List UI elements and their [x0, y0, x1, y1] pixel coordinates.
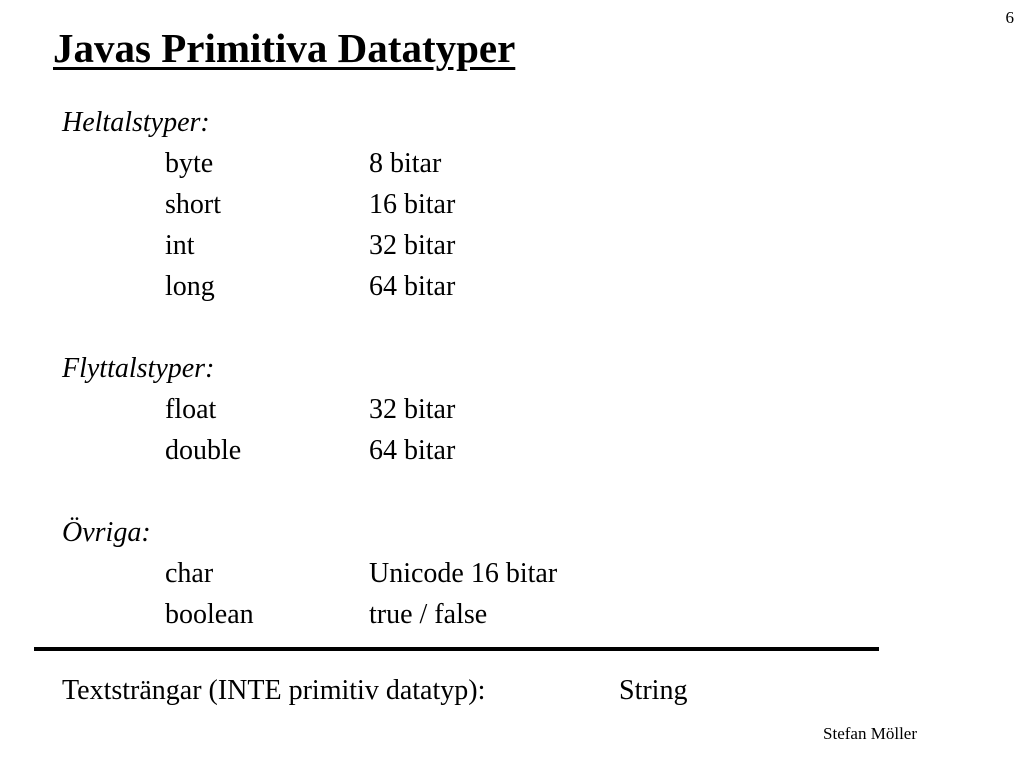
- type-name: short: [165, 189, 221, 220]
- type-name: double: [165, 435, 242, 466]
- section-heading: Flyttalstyper:: [62, 353, 215, 384]
- divider-line: [34, 647, 879, 651]
- type-size: 32 bitar: [369, 230, 456, 261]
- type-size: Unicode 16 bitar: [369, 558, 558, 589]
- type-name: float: [165, 394, 217, 425]
- slide-content: [62, 102, 557, 635]
- section-other-types: [62, 512, 557, 635]
- type-row: [62, 225, 557, 266]
- section-integer-types: [62, 102, 557, 307]
- type-row: [62, 184, 557, 225]
- footer-label: Textsträngar (INTE primitiv datatyp):: [62, 675, 486, 706]
- type-name: int: [165, 230, 195, 261]
- type-size: 64 bitar: [369, 435, 456, 466]
- slide-title: Javas Primitiva Datatyper: [53, 25, 516, 71]
- type-size: 8 bitar: [369, 148, 442, 179]
- type-size: 32 bitar: [369, 394, 456, 425]
- type-size: true / false: [369, 599, 488, 630]
- type-name: byte: [165, 148, 214, 179]
- type-size: 64 bitar: [369, 271, 456, 302]
- type-row: [62, 389, 557, 430]
- footer-string-type: [62, 675, 687, 707]
- page-number: 6: [1005, 8, 1014, 27]
- type-name: long: [165, 271, 215, 302]
- type-row: [62, 266, 557, 307]
- type-name: char: [165, 558, 214, 589]
- type-size: 16 bitar: [369, 189, 456, 220]
- type-row: [62, 430, 557, 471]
- section-heading: Övriga:: [62, 517, 151, 548]
- type-row: [62, 553, 557, 594]
- type-row: [62, 594, 557, 635]
- footer-value: String: [619, 675, 688, 706]
- section-heading: Heltalstyper:: [62, 107, 210, 138]
- type-row: [62, 143, 557, 184]
- section-float-types: [62, 348, 557, 471]
- author-name: Stefan Möller: [823, 724, 917, 743]
- type-name: boolean: [165, 599, 254, 630]
